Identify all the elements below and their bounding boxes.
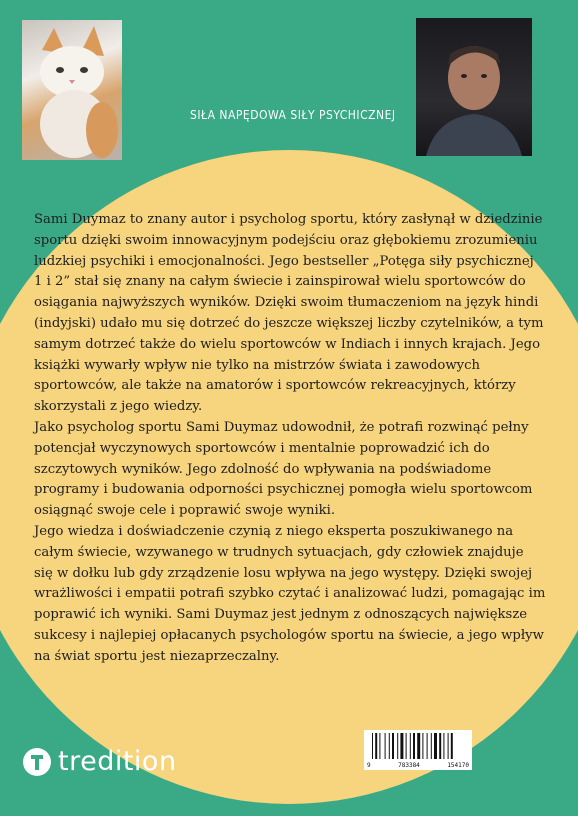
tredition-logo-icon [22, 747, 52, 777]
isbn-barcode [364, 730, 472, 770]
publisher-name: tredition [58, 746, 177, 777]
book-description [34, 210, 546, 668]
book-title: SIŁA NAPĘDOWA SIŁY PSYCHICZNEJ [190, 108, 396, 122]
cat-photo [22, 20, 122, 160]
barcode-digits [364, 762, 472, 769]
barcode-digit-group: 9 [367, 762, 371, 769]
barcode-bars [364, 730, 472, 761]
barcode-digit-group: 154170 [447, 762, 469, 769]
description-paragraph: Jego wiedza i doświadczenie czynią z niego eksperta poszukiwanego na całym świecie, wzywanego w trudnych sytuacjach, gdy człowiek znajduje się w dołku lub gdy zrządzenie losu wpływa na jego występy. Dzięki swojej wrażliwości i empatii potrafi szybko czytać i analizować ludzi, pomagając im poprawić ich wyniki. Sami Duymaz jest jednym z odnoszących największe sukcesy i najlepiej opłacanych psychologów sportu na świecie, a jego wpływ na świat sportu jest niezaprzeczalny. [34, 523, 546, 664]
author-photo [416, 18, 532, 156]
barcode-digit-group: 783384 [398, 762, 420, 769]
description-paragraph: Sami Duymaz to znany autor i psycholog sportu, który zasłynął w dziedzinie sportu dzięki swoim innowacyjnym podejściu oraz głębokiemu zrozumieniu ludzkiej psychiki i emocjonalności. Jego bestseller „Potęga siły psychicznej 1 i 2” stał się znany na całym świecie i zainspirował wielu sportowców do osiągania najwyższych wyników. Dzięki swoim tłumaczeniom na język hindi (indyjski) udało mu się dotrzeć do jeszcze większej liczby czytelników, a tym samym dotrzeć także do wielu sportowców w Indiach i innych krajach. Jego książki wywarły wpływ nie tylko na mistrzów świata i zawodowych sportowców, ale także na amatorów i sportowców rekreacyjnych, którzy skorzystali z jego wiedzy. [34, 212, 544, 415]
publisher-logo [22, 746, 177, 777]
description-paragraph: Jako psycholog sportu Sami Duymaz udowodnił, że potrafi rozwinąć pełny potencjał wyczynowych sportowców i mentalnie poprowadzić ich do szczytowych wyników. Jego zdolność do wpływania na podświadome programy i budowania odporności psychicznej pomogła wielu sportowcom osiągnąć swoje cele i poprawić swoje wyniki. [34, 419, 533, 519]
